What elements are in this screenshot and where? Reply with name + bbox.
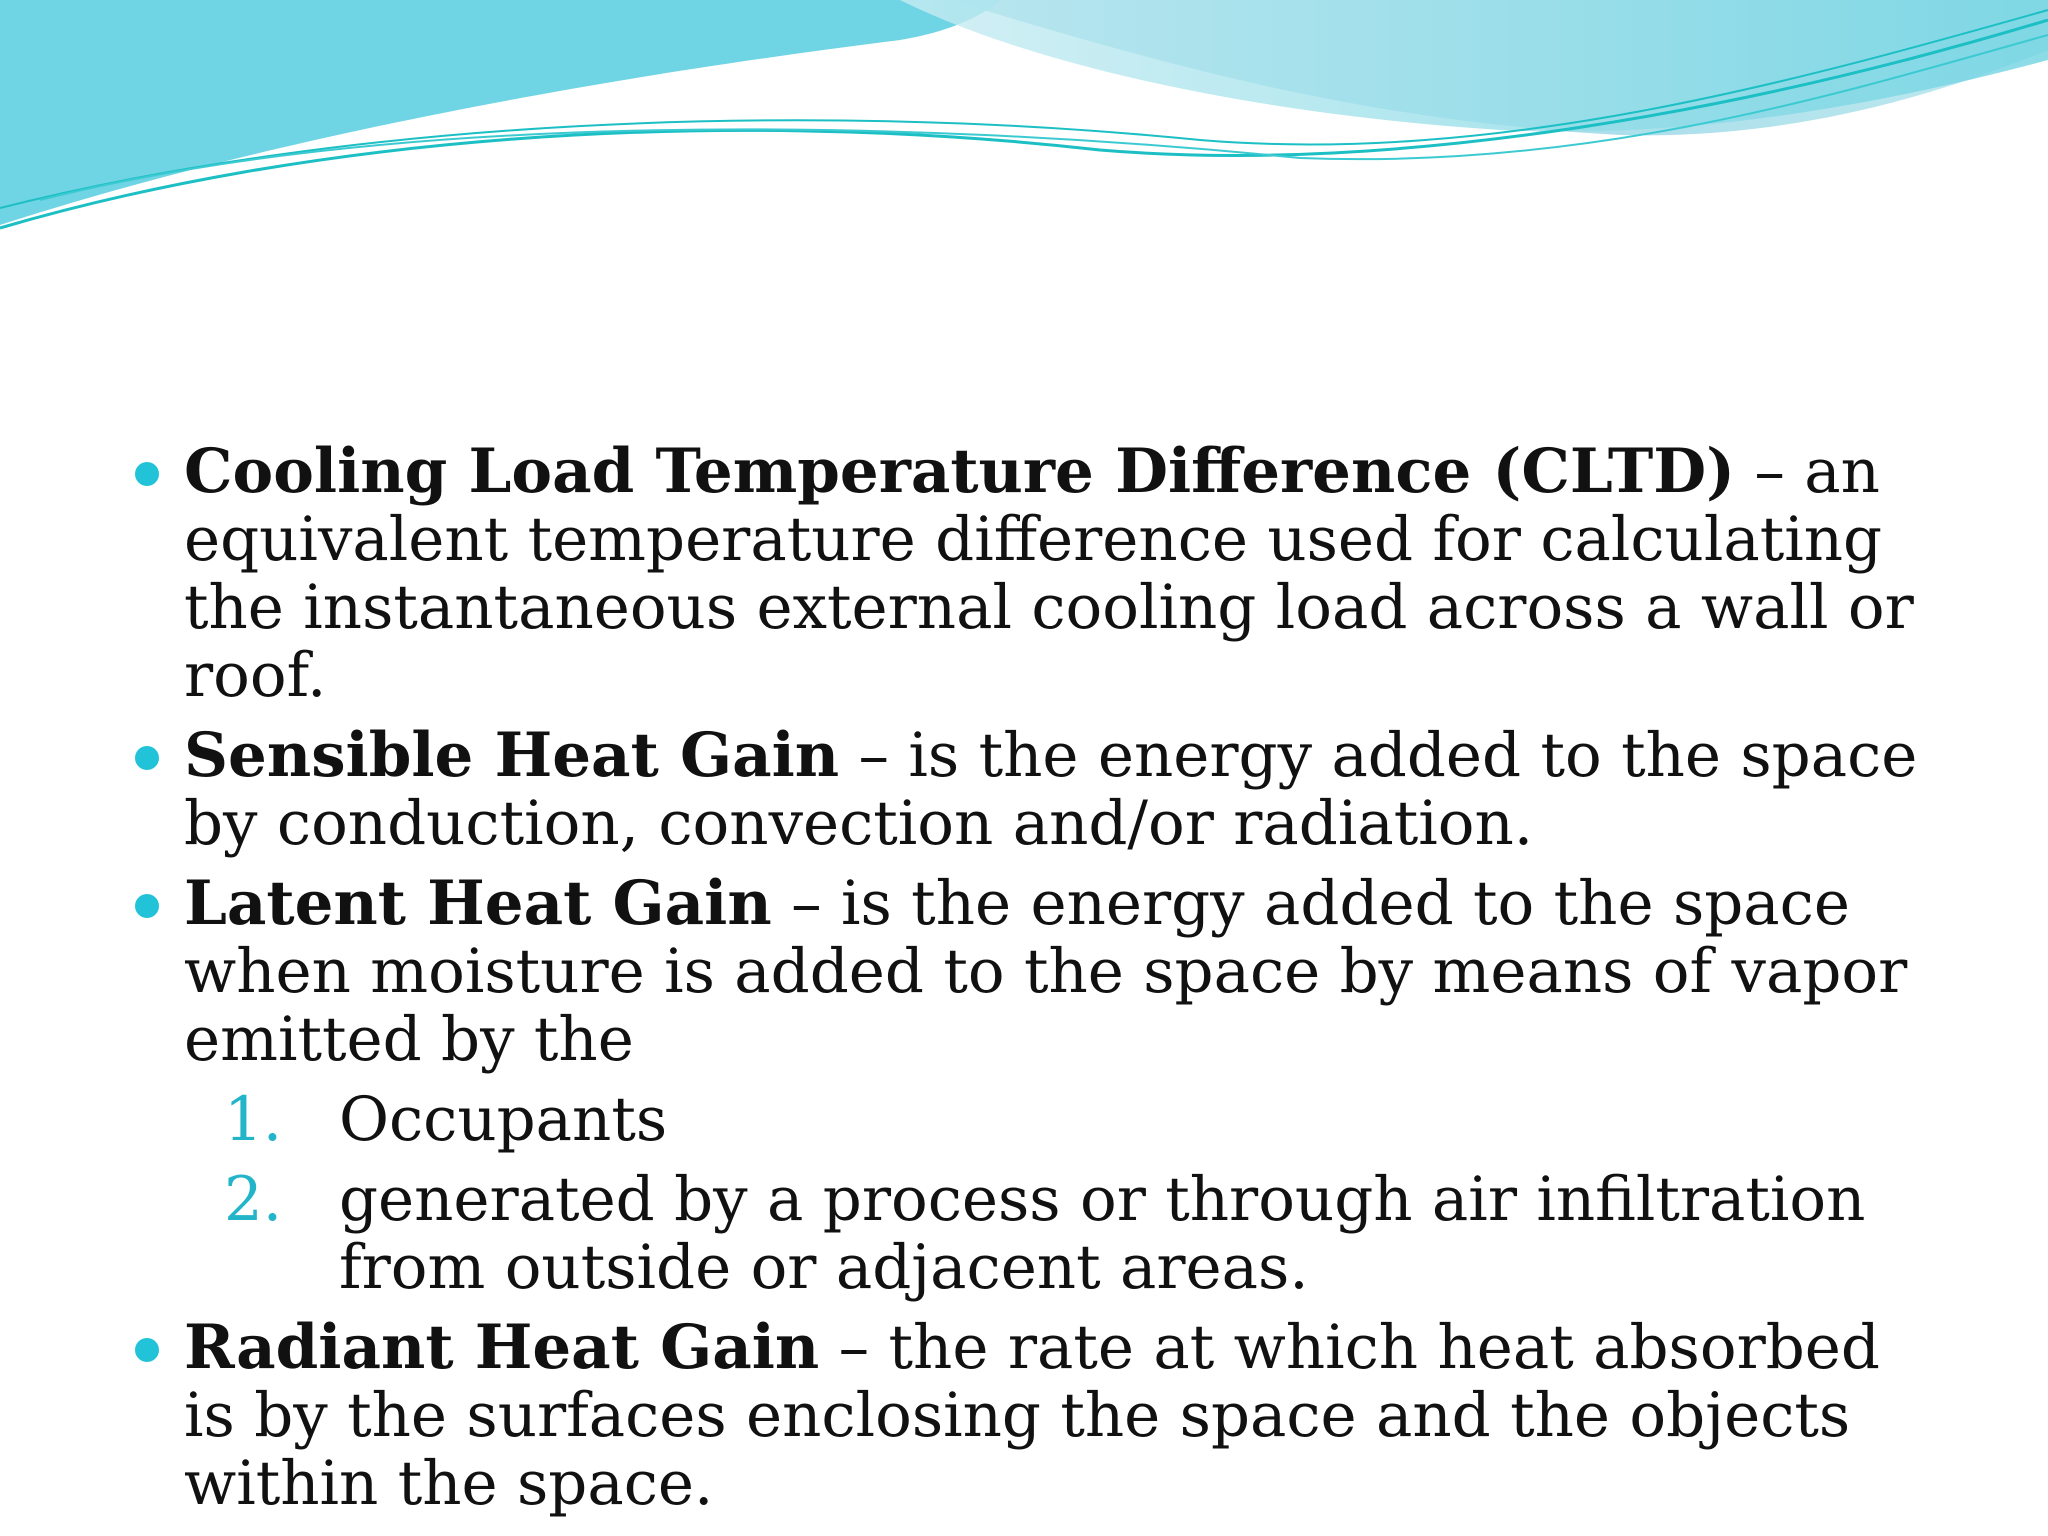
bullet-term: Sensible Heat Gain xyxy=(184,720,840,791)
bullet-term: Cooling Load Temperature Difference (CLTD) xyxy=(184,436,1736,507)
bullet-dot xyxy=(135,894,159,918)
numbered-sublist xyxy=(132,1086,1932,1302)
bullet-text: – is the energy added to the space when moisture is added to the space by means of vapor emitted by the xyxy=(184,868,1908,1075)
numbered-item xyxy=(224,1166,1932,1302)
bullet-item-radiant-heat-gain xyxy=(132,1314,1932,1518)
bullet-term: Radiant Heat Gain xyxy=(184,1312,820,1383)
bullet-text: – an equivalent temperature difference used for calculating the instantaneous external cooling load across a wall or roof. xyxy=(184,436,1914,711)
decorative-wave-banner xyxy=(0,0,2048,240)
bullet-item-cltd xyxy=(132,438,1932,710)
bullet-text: – the rate at which heat absorbed is by the surfaces enclosing the space and the objects within the space. xyxy=(184,1312,1880,1519)
item-number: 1. xyxy=(224,1084,283,1155)
bullet-dot xyxy=(135,746,159,770)
numbered-item xyxy=(224,1086,1932,1154)
wave-band-light xyxy=(900,0,2048,132)
item-text: generated by a process or through air infiltration from outside or adjacent areas. xyxy=(339,1164,1866,1303)
bullet-dot xyxy=(135,1338,159,1362)
item-text: Occupants xyxy=(339,1084,668,1155)
bullet-item-latent-heat-gain xyxy=(132,870,1932,1074)
bullet-item-sensible-heat-gain xyxy=(132,722,1932,858)
bullet-dot xyxy=(135,462,159,486)
bullet-term: Latent Heat Gain xyxy=(184,868,772,939)
bullet-text: – is the energy added to the space by conduction, convection and/or radiation. xyxy=(184,720,1918,859)
bullet-list xyxy=(132,438,1932,1530)
item-number: 2. xyxy=(224,1164,283,1235)
